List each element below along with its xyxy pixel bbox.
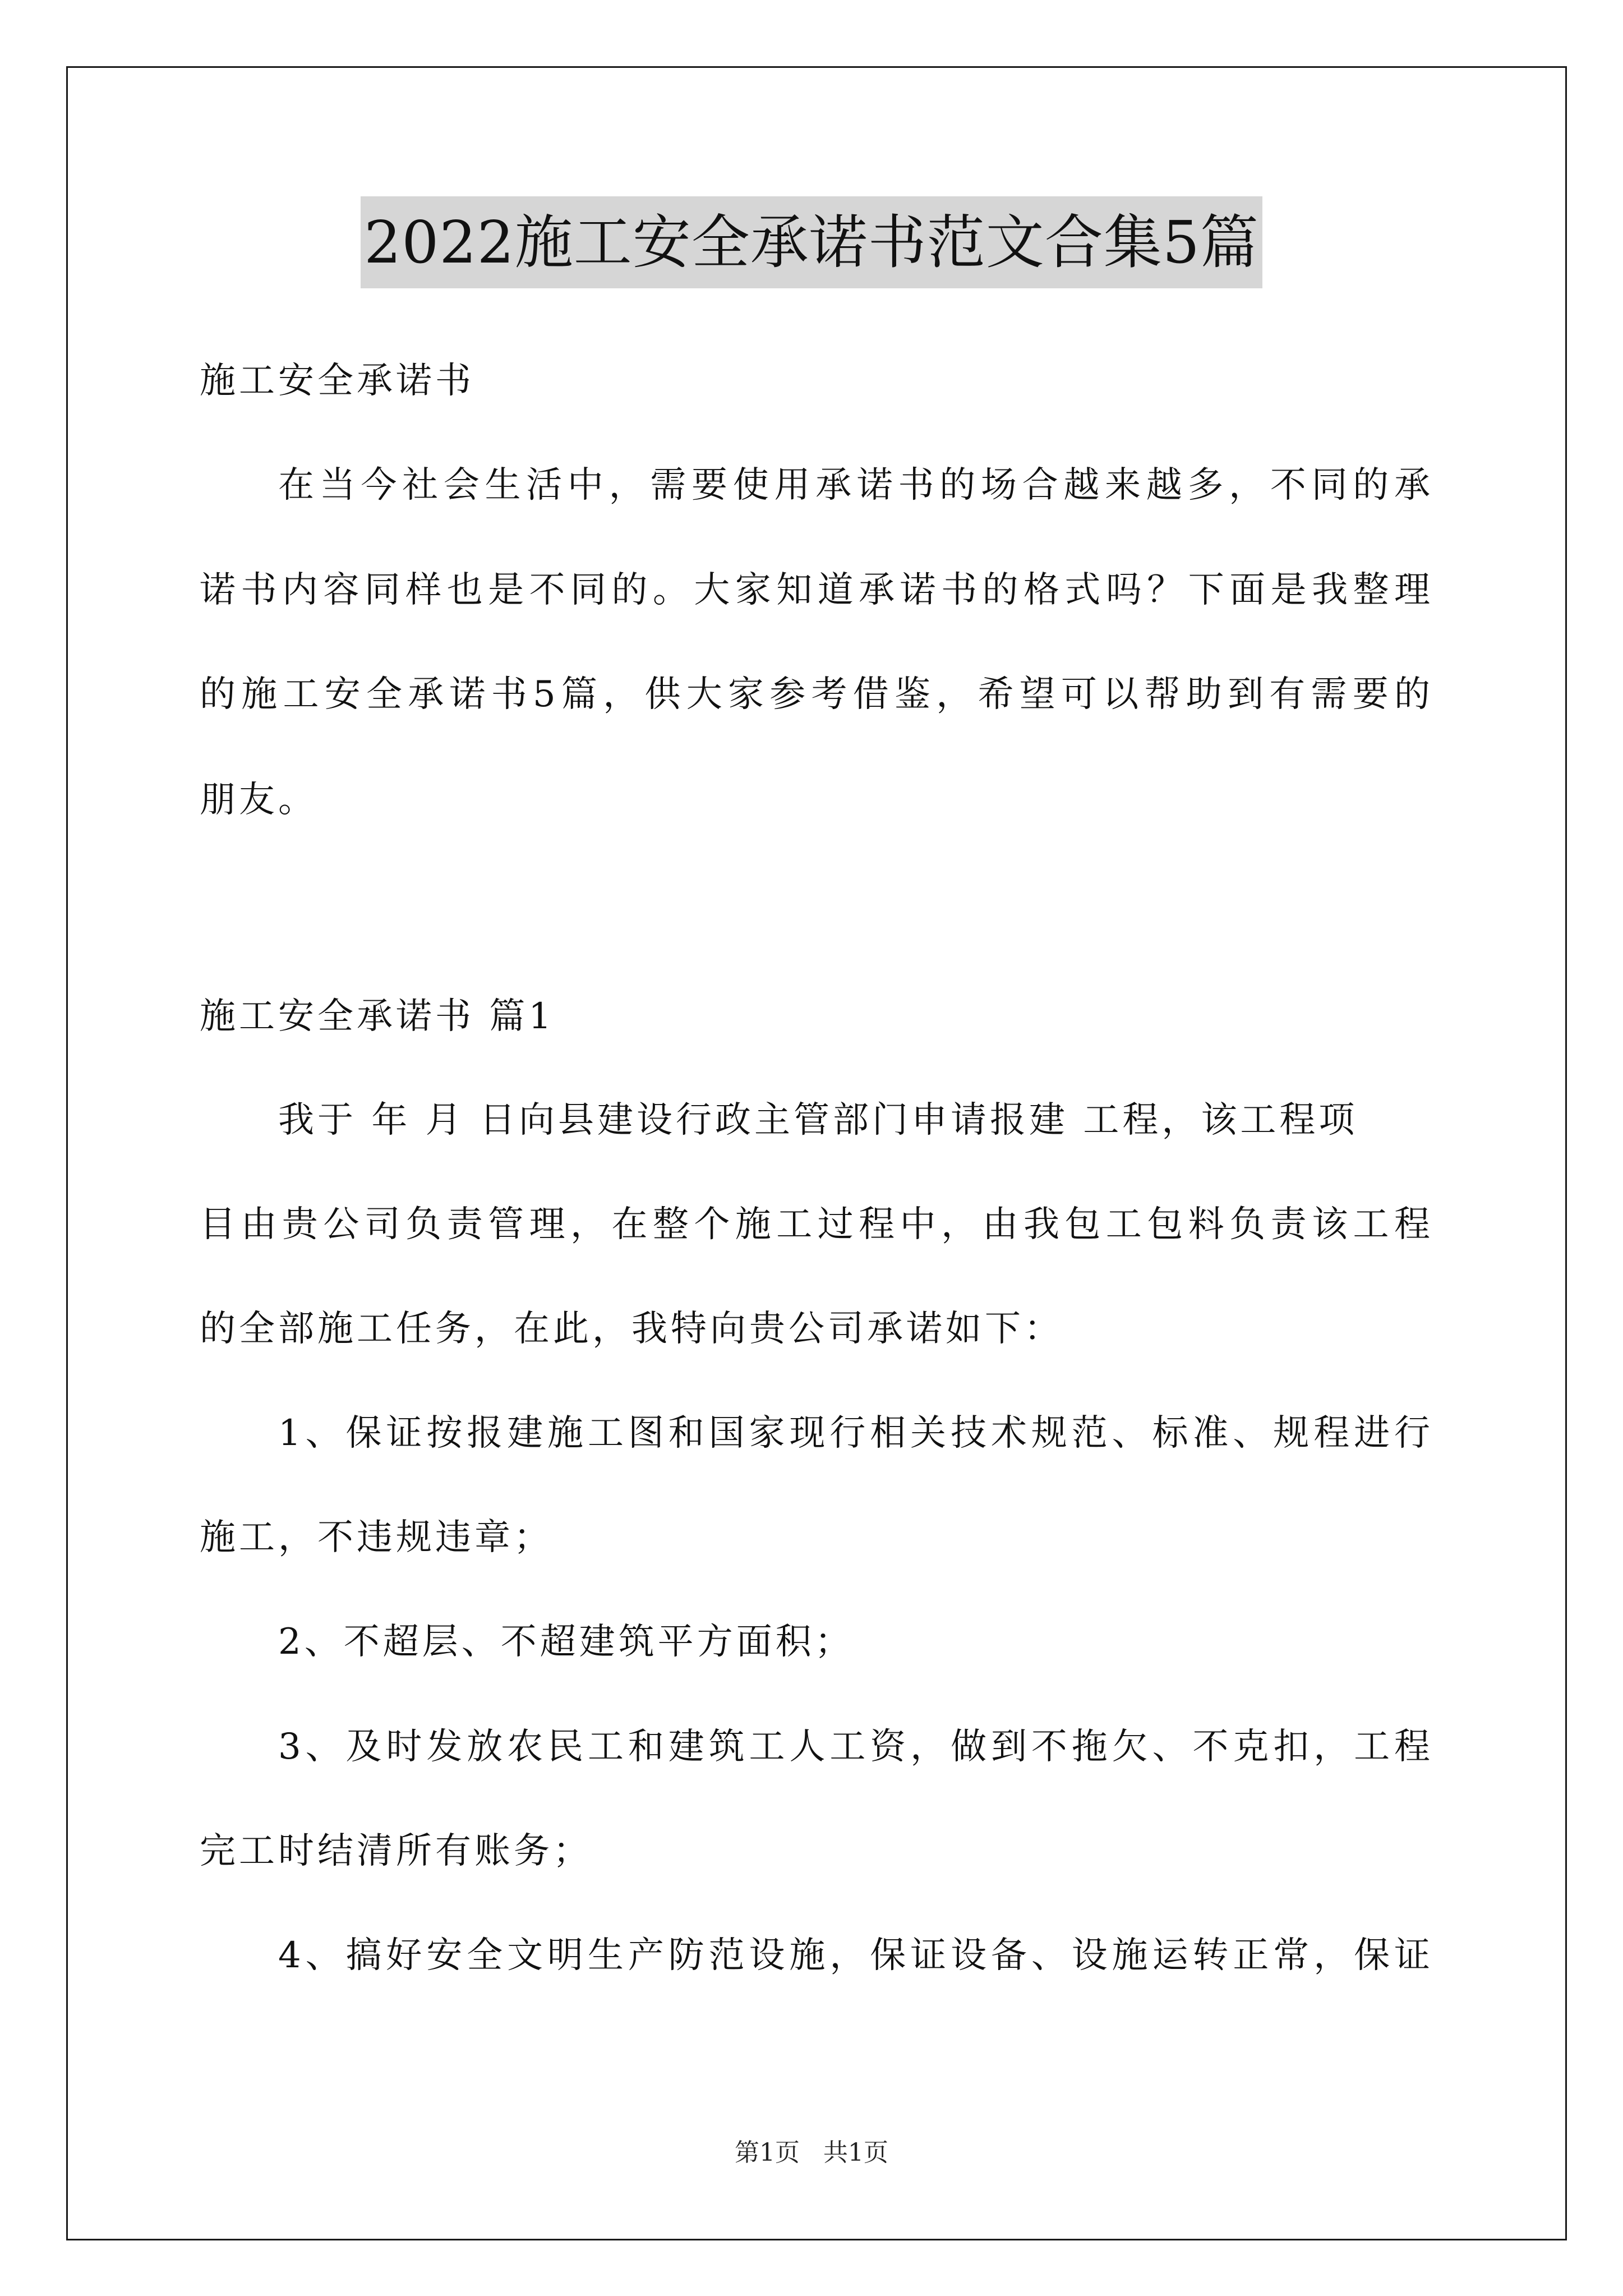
document-subtitle: 施工安全承诺书 <box>200 360 474 402</box>
intro-line-1: 在当今社会生活中，需要使用承诺书的场合越来越多，不同的承 <box>278 464 1433 506</box>
body-line-8: 完工时结清所有账务； <box>200 1830 592 1872</box>
document-title: 2022施工安全承诺书范文合集5篇 <box>361 196 1262 288</box>
body-line-7: 3、及时发放农民工和建筑工人工资，做到不拖欠、不克扣，工程 <box>278 1726 1433 1768</box>
body-line-9: 4、搞好安全文明生产防范设施，保证设备、设施运转正常，保证 <box>278 1935 1433 1976</box>
body-line-3: 的全部施工任务，在此，我特向贵公司承诺如下： <box>200 1308 1063 1350</box>
section-heading: 施工安全承诺书 篇1 <box>200 996 555 1037</box>
page-footer: 第1页 共1页 <box>735 2138 888 2167</box>
intro-line-4: 朋友。 <box>200 779 317 821</box>
body-line-2: 目由贵公司负责管理，在整个施工过程中，由我包工包料负责该工程 <box>200 1204 1433 1245</box>
intro-line-3: 的施工安全承诺书5篇，供大家参考借鉴，希望可以帮助到有需要的 <box>200 674 1433 715</box>
body-line-1: 我于 年 月 日向县建设行政主管部门申请报建 工程，该工程项 <box>278 1099 1358 1141</box>
body-line-5: 施工，不违规违章； <box>200 1517 553 1558</box>
title-container <box>0 196 1623 288</box>
intro-line-2: 诺书内容同样也是不同的。大家知道承诺书的格式吗？下面是我整理 <box>200 569 1433 611</box>
body-line-4: 1、保证按报建施工图和国家现行相关技术规范、标准、规程进行 <box>278 1412 1433 1454</box>
body-line-6: 2、不超层、不超建筑平方面积； <box>278 1621 854 1663</box>
